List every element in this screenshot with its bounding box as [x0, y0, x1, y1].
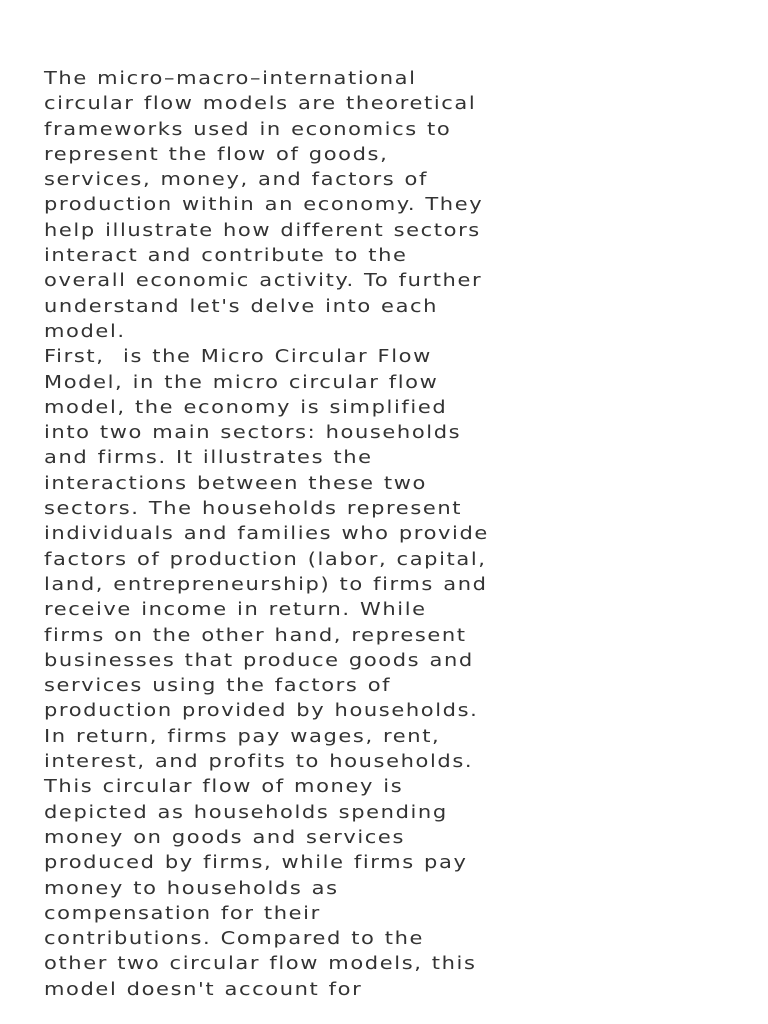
text-line: The micro–macro–international — [44, 68, 417, 89]
text-line: receive income in return. While — [44, 599, 427, 620]
text-line: services using the factors of — [44, 675, 392, 696]
text-line: individuals and families who provide — [44, 523, 489, 544]
text-line: overall economic activity. To further — [44, 270, 483, 291]
text-line: This circular flow of money is — [44, 776, 404, 797]
text-line: other two circular flow models, this — [44, 953, 477, 974]
text-line: frameworks used in economics to — [44, 118, 452, 139]
text-line: services, money, and factors of — [44, 169, 428, 190]
document-page — [44, 66, 734, 1002]
text-line: interactions between these two — [44, 472, 427, 493]
text-line: produced by firms, while firms pay — [44, 852, 468, 873]
text-line: production within an economy. They — [44, 194, 484, 215]
text-line: contributions. Compared to the — [44, 928, 425, 949]
text-line: circular flow models are theoretical — [44, 93, 477, 114]
text-line: Model, in the micro circular flow — [44, 371, 439, 392]
body-text — [44, 66, 734, 1002]
text-line: into two main sectors: households — [44, 422, 462, 443]
text-line: interact and contribute to the — [44, 245, 408, 266]
text-line: land, entrepreneurship) to firms and — [44, 573, 488, 595]
text-line: firms on the other hand, represent — [44, 624, 467, 645]
text-line: In return, firms pay wages, rent, — [44, 725, 441, 746]
text-line: depicted as households spending — [44, 801, 448, 822]
text-line: interest, and profits to households. — [44, 751, 474, 772]
text-line: compensation for their — [44, 902, 321, 923]
text-line: model. — [44, 320, 126, 342]
text-line: and firms. It illustrates the — [44, 447, 373, 468]
text-line: production provided by households. — [44, 700, 479, 721]
text-line: money to households as — [44, 877, 339, 898]
text-line: businesses that produce goods and — [44, 649, 474, 671]
text-line: factors of production (labor, capital, — [44, 548, 487, 569]
text-line: represent the flow of goods, — [44, 143, 389, 165]
text-line: model, the economy is simplified — [44, 396, 448, 418]
text-line: sectors. The households represent — [44, 498, 463, 519]
text-line: model doesn't account for — [44, 978, 363, 999]
text-line: understand let's delve into each — [44, 295, 439, 316]
text-line: money on goods and services — [44, 826, 405, 848]
text-line: First, is the Micro Circular Flow — [44, 346, 432, 367]
text-line: help illustrate how different sectors — [44, 219, 481, 240]
